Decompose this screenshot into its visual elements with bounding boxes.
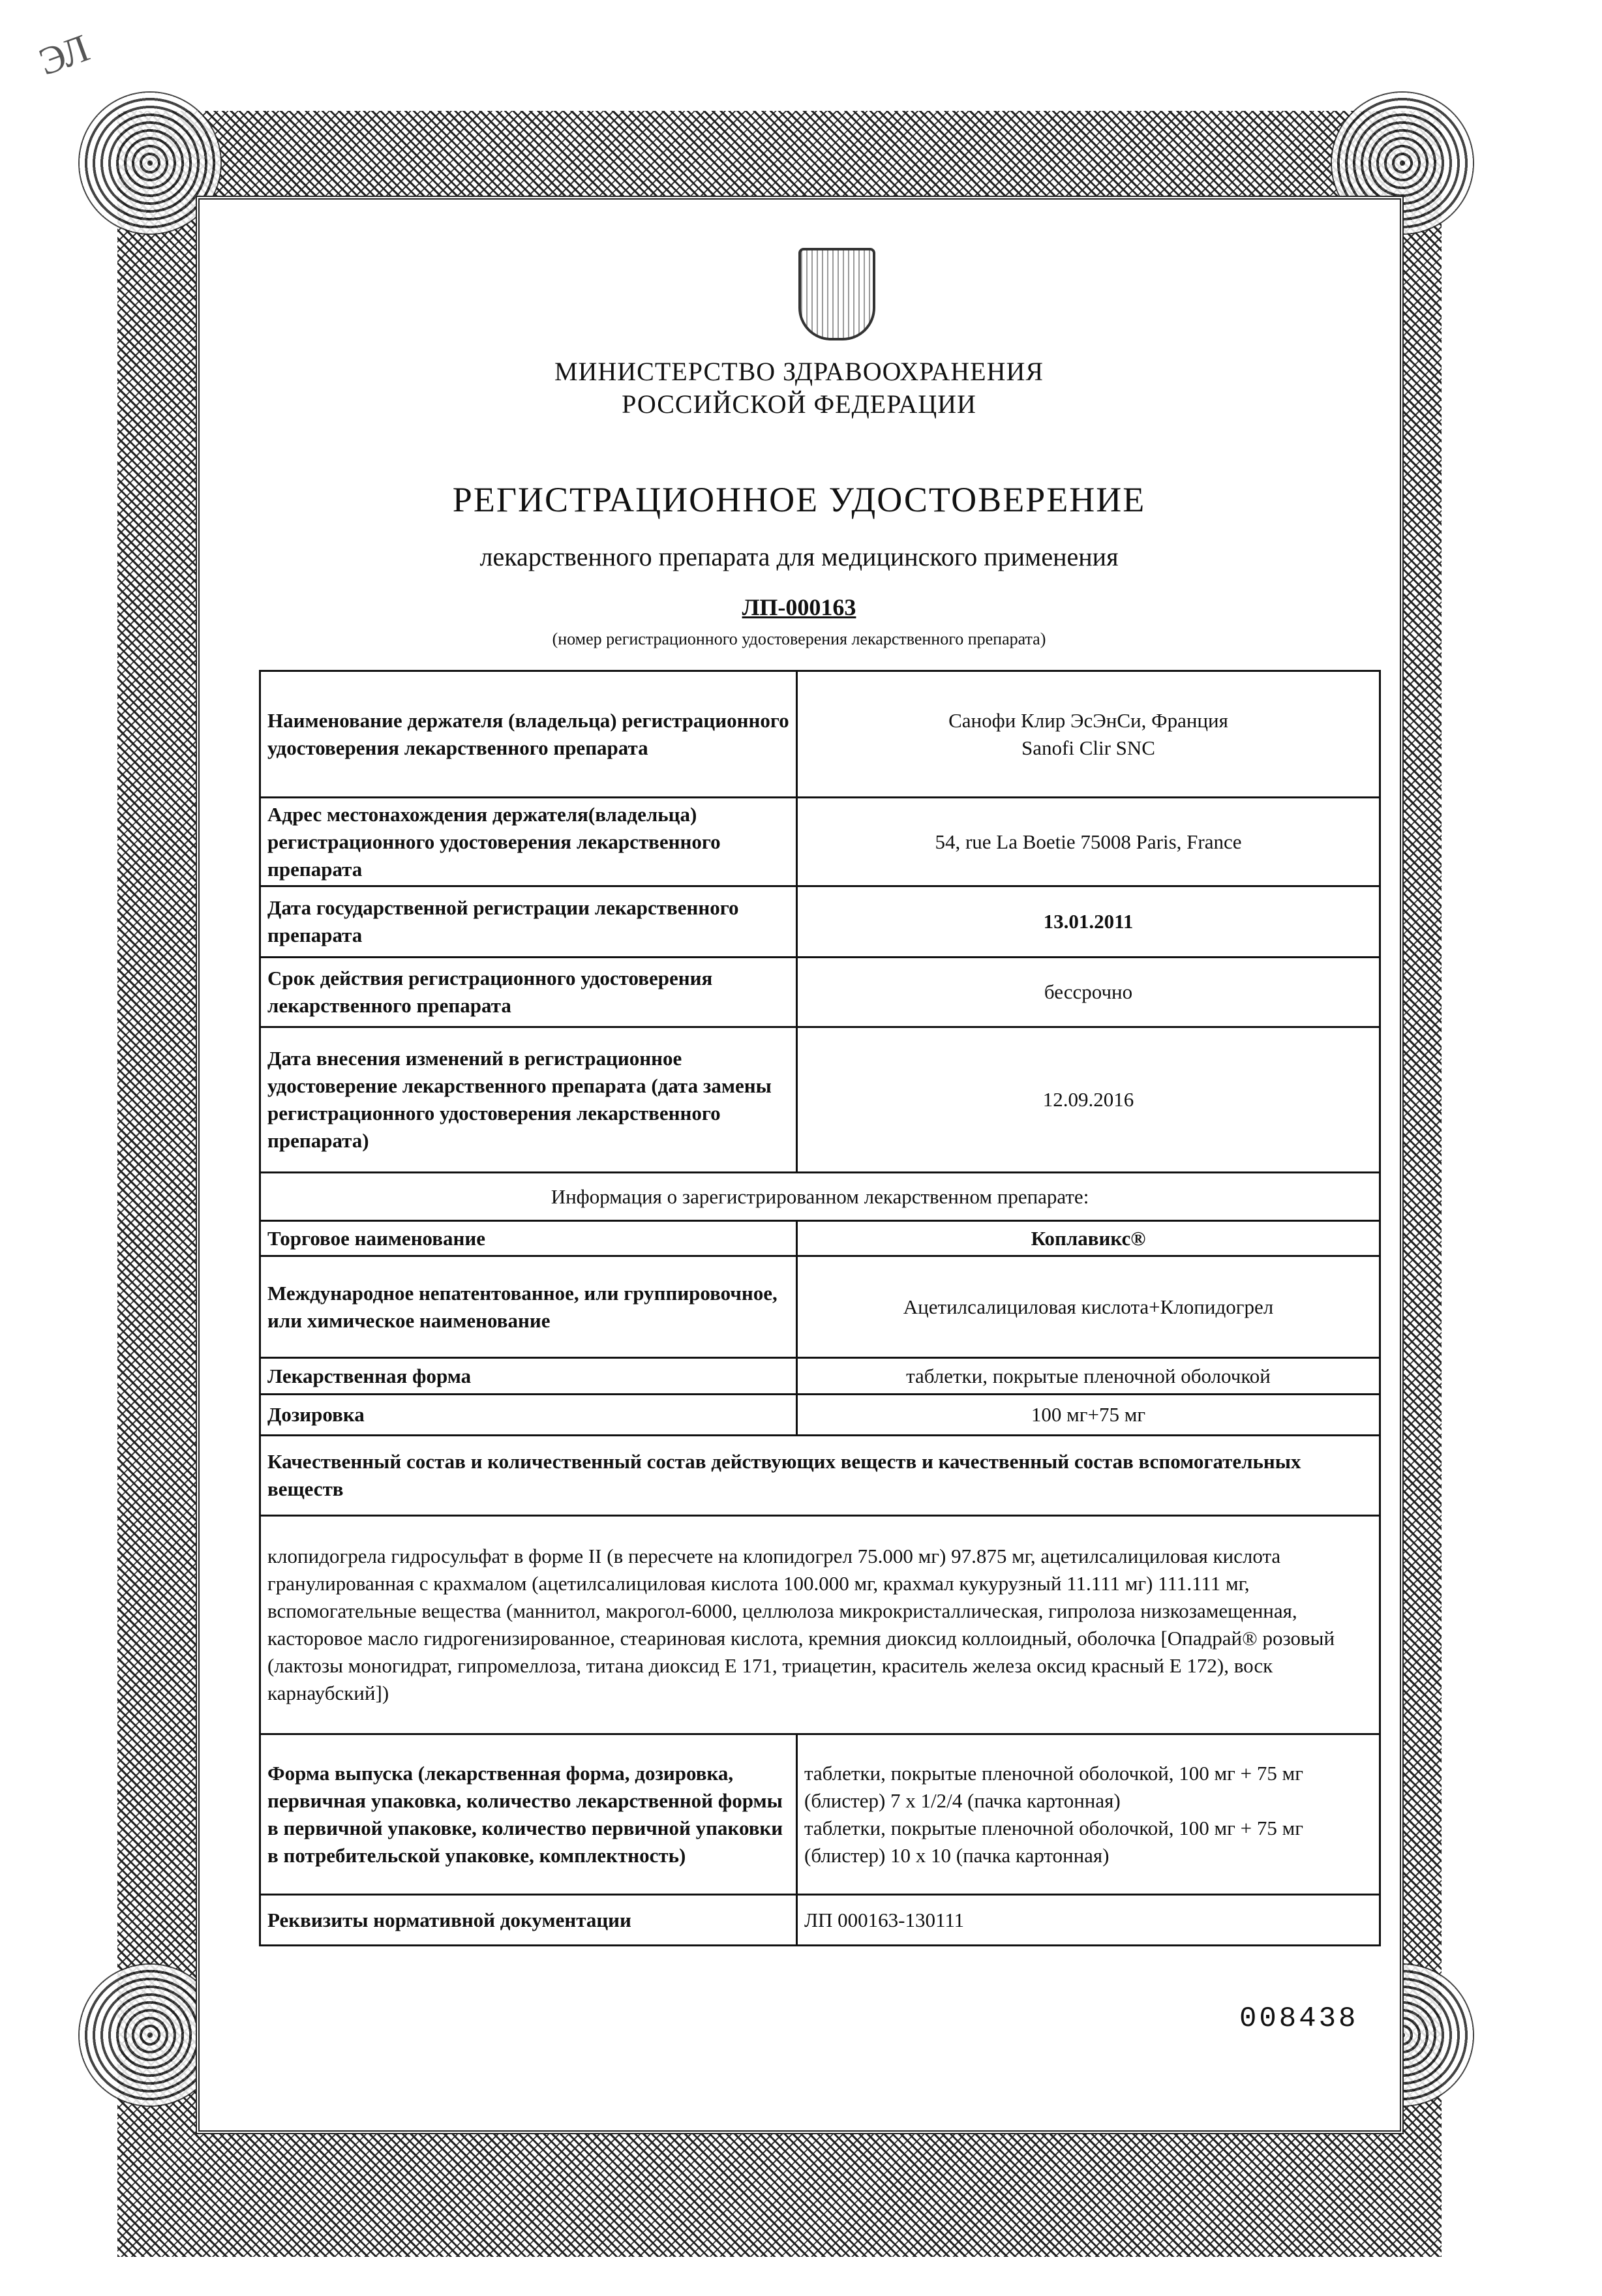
handwritten-mark: ЭЛ bbox=[33, 25, 95, 84]
table-row bbox=[260, 1221, 1380, 1256]
row-value bbox=[797, 671, 1380, 798]
info-section-header: Информация о зарегистрированном лекарственном препарате: bbox=[260, 1173, 1380, 1221]
row-value: таблетки, покрытые пленочной оболочкой bbox=[797, 1358, 1380, 1395]
row-label: Срок действия регистрационного удостоверения лекарственного препарата bbox=[260, 958, 797, 1027]
row-label: Адрес местонахождения держателя(владельца) регистрационного удостоверения лекарственного препарата bbox=[260, 798, 797, 886]
serial-number: 008438 bbox=[1239, 2002, 1359, 2035]
row-value: 12.09.2016 bbox=[797, 1027, 1380, 1173]
release-form-option: таблетки, покрытые пленочной оболочкой, 100 мг + 75 мг (блистер) 7 x 1/2/4 (пачка картонная) bbox=[804, 1761, 1303, 1812]
release-form-option: таблетки, покрытые пленочной оболочкой, 100 мг + 75 мг (блистер) 10 x 10 (пачка картонная) bbox=[804, 1816, 1303, 1867]
ministry-line-2: РОССИЙСКОЙ ФЕДЕРАЦИИ bbox=[622, 389, 976, 419]
row-label: Наименование держателя (владельца) регистрационного удостоверения лекарственного препарата bbox=[260, 671, 797, 798]
holder-name-en: Sanofi Clir SNC bbox=[1021, 736, 1155, 759]
row-label: Форма выпуска (лекарственная форма, дозировка, первичная упаковка, количество лекарственной формы в первичной упаковке, количество первичной упаковки в потребительской упаковке, комплектность) bbox=[260, 1734, 797, 1895]
table-row bbox=[260, 886, 1380, 958]
row-label: Дозировка bbox=[260, 1395, 797, 1436]
document-subtitle: лекарственного препарата для медицинского применения bbox=[479, 542, 1119, 571]
ministry-line-1: МИНИСТЕРСТВО ЗДРАВООХРАНЕНИЯ bbox=[554, 357, 1044, 386]
document-title: РЕГИСТРАЦИОННОЕ УДОСТОВЕРЕНИЕ bbox=[452, 480, 1146, 519]
row-value: Ацетилсалициловая кислота+Клопидогрел bbox=[797, 1256, 1380, 1358]
row-label: Лекарственная форма bbox=[260, 1358, 797, 1395]
composition-header: Качественный состав и количественный состав действующих веществ и качественный состав вспомогательных веществ bbox=[260, 1436, 1380, 1516]
registration-number: ЛП-000163 bbox=[742, 594, 856, 620]
table-row bbox=[260, 1436, 1380, 1516]
row-value: 54, rue La Boetie 75008 Paris, France bbox=[797, 798, 1380, 886]
coat-of-arms-icon bbox=[798, 248, 875, 340]
row-value: бессрочно bbox=[797, 958, 1380, 1027]
registration-table bbox=[259, 670, 1381, 1946]
table-row bbox=[260, 1173, 1380, 1221]
table-row bbox=[260, 1895, 1380, 1946]
row-label: Торговое наименование bbox=[260, 1221, 797, 1256]
row-label: Дата внесения изменений в регистрационное удостоверение лекарственного препарата (дата замены регистрационного удостоверения лекарственного препарата) bbox=[260, 1027, 797, 1173]
table-row bbox=[260, 1734, 1380, 1895]
row-label: Международное непатентованное, или группировочное, или химическое наименование bbox=[260, 1256, 797, 1358]
row-label: Реквизиты нормативной документации bbox=[260, 1895, 797, 1946]
table-row bbox=[260, 671, 1380, 798]
table-row bbox=[260, 1516, 1380, 1734]
registration-number-note: (номер регистрационного удостоверения лекарственного препарата) bbox=[552, 629, 1046, 648]
row-label: Дата государственной регистрации лекарственного препарата bbox=[260, 886, 797, 958]
row-value bbox=[797, 1734, 1380, 1895]
table-row bbox=[260, 1358, 1380, 1395]
table-row bbox=[260, 1256, 1380, 1358]
ministry-name bbox=[196, 355, 1402, 421]
table-row bbox=[260, 1027, 1380, 1173]
holder-name-ru: Санофи Клир ЭсЭнСи, Франция bbox=[948, 708, 1228, 732]
table-row bbox=[260, 1395, 1380, 1436]
row-value: ЛП 000163-130111 bbox=[797, 1895, 1380, 1946]
table-row bbox=[260, 798, 1380, 886]
composition-text: клопидогрела гидросульфат в форме II (в пересчете на клопидогрел 75.000 мг) 97.875 мг, ацетилсалициловая кислота гранулированная с крахмалом (ацетилсалициловая кислота 100.000 мг, крахмал кукурузный 11.111 мг) 111.111 мг, вспомогательные вещества (маннитол, макрогол-6000, целлюлоза микрокристаллическая, гипролоза низкозамещенная, касторовое масло гидрогенизированное, стеариновая кислота, кремния диоксид коллоидный, оболочка [Опадрай® розовый (лактозы моногидрат, гипромеллоза, титана диоксид Е 171, триацетин, краситель железа оксид красный Е 172), воск карнаубский]) bbox=[260, 1516, 1380, 1734]
row-value: 100 мг+75 мг bbox=[797, 1395, 1380, 1436]
table-row bbox=[260, 958, 1380, 1027]
row-value: Коплавикс® bbox=[797, 1221, 1380, 1256]
row-value: 13.01.2011 bbox=[797, 886, 1380, 958]
